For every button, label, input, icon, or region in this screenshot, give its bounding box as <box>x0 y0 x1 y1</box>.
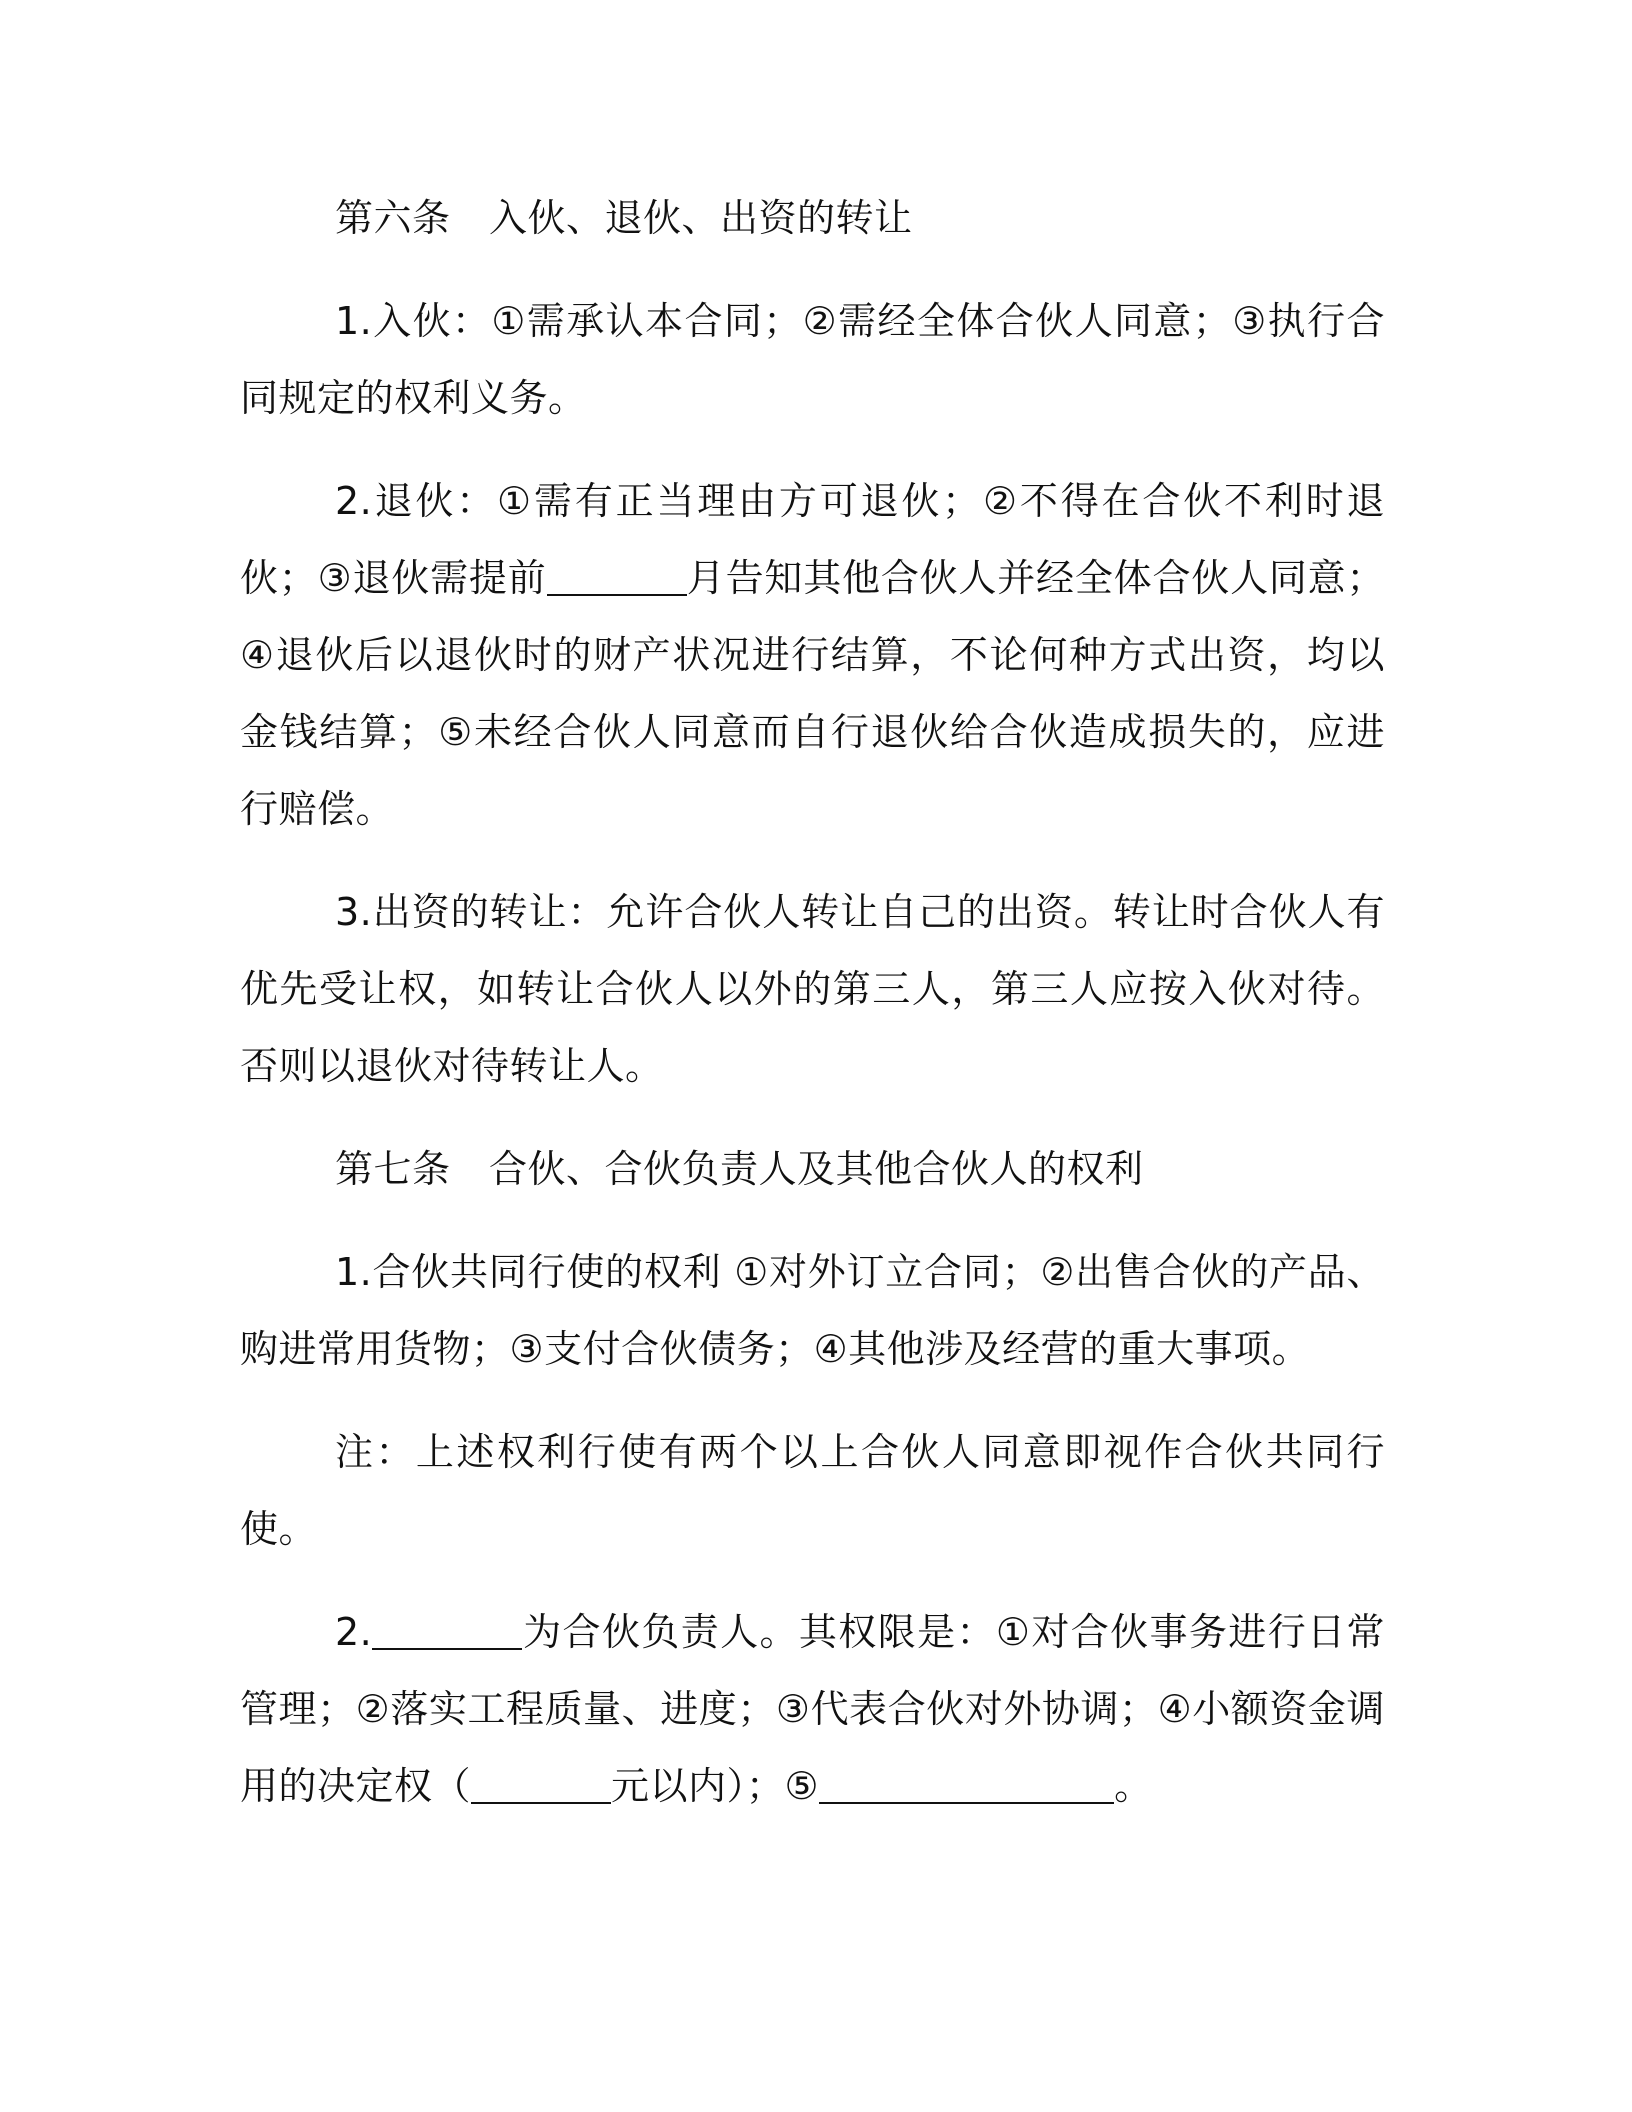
clause-2-number: 2. <box>335 1610 373 1654</box>
article-6-heading: 第六条 入伙、退伙、出资的转让 <box>335 196 913 240</box>
fund-limit-blank[interactable] <box>471 1764 611 1804</box>
article-7-clause-1: 1.合伙共同行使的权利 ①对外订立合同；②出售合伙的产品、购进常用货物；③支付合伙债务；④其他涉及经营的重大事项。 <box>240 1250 1385 1371</box>
clause-2-limit-text: 元以内）；⑤ <box>611 1764 820 1808</box>
clause-2-end: 。 <box>1114 1764 1153 1808</box>
clause-2-authority-text: 为合伙负责人。其权限是：①对合伙事务进行日常管理；②落实工程质量、进度；③代表合伙对外协调；④小额资金调用的决定权（ <box>240 1610 1385 1808</box>
responsible-partner-blank[interactable] <box>372 1610 522 1650</box>
article-6-clause-2 <box>240 463 1385 848</box>
article-7-heading: 第七条 合伙、合伙负责人及其他合伙人的权利 <box>335 1147 1144 1191</box>
other-authority-blank[interactable] <box>819 1764 1114 1804</box>
clause-2-text-start: 2.退伙：①需有正当理由方可退伙；②不得在合伙不利时退伙；③退伙需提前 <box>240 479 1385 600</box>
article-7-note: 注：上述权利行使有两个以上合伙人同意即视作合伙共同行使。 <box>240 1430 1385 1551</box>
notice-period-blank[interactable] <box>547 556 687 596</box>
article-6-clause-1: 1.入伙：①需承认本合同；②需经全体合伙人同意；③执行合同规定的权利义务。 <box>240 299 1385 420</box>
document-page <box>240 180 1385 1851</box>
article-7-clause-2 <box>240 1594 1385 1825</box>
article-6-clause-3: 3.出资的转让：允许合伙人转让自己的出资。转让时合伙人有优先受让权，如转让合伙人以外的第三人，第三人应按入伙对待。否则以退伙对待转让人。 <box>240 890 1385 1088</box>
clause-2-text-end: 月告知其他合伙人并经全体合伙人同意；④退伙后以退伙时的财产状况进行结算，不论何种方式出资，均以金钱结算；⑤未经合伙人同意而自行退伙给合伙造成损失的，应进行赔偿。 <box>240 556 1385 831</box>
